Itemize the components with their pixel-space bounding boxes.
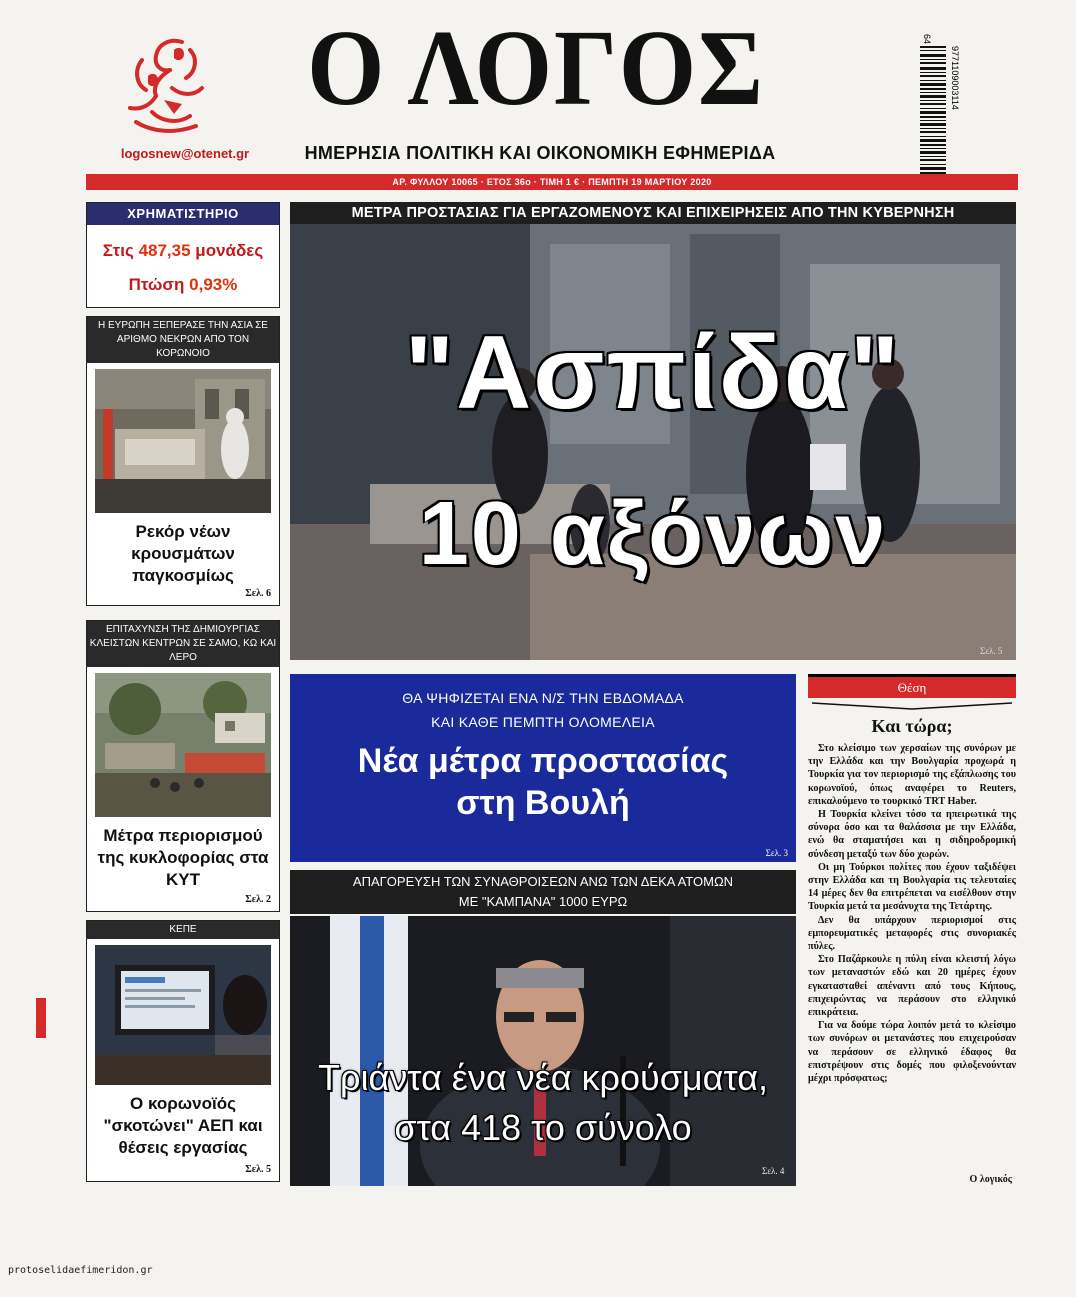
source-watermark: protoselidaefimeridon.gr xyxy=(8,1265,153,1276)
stock-header: ΧΡΗΜΑΤΙΣΤΗΡΙΟ xyxy=(87,203,279,225)
cases-banner-line1: ΑΠΑΓΟΡΕΥΣΗ ΤΩΝ ΣΥΝΑΘΡΟΙΣΕΩΝ ΑΝΩ ΤΩΝ ΔΕΚΑ ΑΤΟΜΩΝ xyxy=(352,874,734,889)
stock-drop-line xyxy=(87,275,279,295)
issue-info-bar: ΑΡ. ΦΥΛΛΟΥ 10065 · ΕΤΟΣ 36ο · ΤΙΜΗ 1 € · ΠΕΜΠΤΗ 19 ΜΑΡΤΙΟΥ 2020 xyxy=(86,174,1018,190)
stock-line1-suffix: μονάδες xyxy=(195,241,264,260)
camps-story-box[interactable] xyxy=(86,620,280,912)
newspaper-title: Ο ΛΟΓΟΣ xyxy=(307,9,765,128)
opinion-paragraph: Στο Παζάρκουλε η πύλη είναι κλειστή λόγω των μεταναστών εδώ και 20 ημέρες έχουν εγκατασταθεί απέναντι από τους Κήπους, επιχειρώντας να περάσουν στο ελληνικό επικράτεια. xyxy=(808,954,1016,1019)
office-worker-photo xyxy=(95,945,271,1085)
cases-headline-line1[interactable]: Τριάντα ένα νέα κρούσματα, xyxy=(317,1057,769,1098)
opinion-body xyxy=(808,742,1016,1085)
opinion-paragraph: Η Τουρκία κλείνει τόσο τα ηπειρωτικά της σύνορα όσο και τα θαλάσσια με την Ελλάδα, ενώ θα σταματήσει και η σιδηροδρομική σύνδεση μεταξύ των δύο χωρών. xyxy=(808,809,1016,860)
parliament-headline-line2[interactable]: στη Βουλή xyxy=(456,784,630,822)
opinion-paragraph: Οι μη Τούρκοι πολίτες που έχουν ταξιδέψει στην Ελλάδα και τη Βουλγαρία τις τελευταίες 14 μέρες δεν θα επιτρέπεται να εισέλθουν στην Τουρκία μετά τα μεσάνυχτα της Τετάρτης. xyxy=(808,861,1016,913)
barcode-number: 9771109003114 xyxy=(950,46,960,110)
main-story-banner: ΜΕΤΡΑ ΠΡΟΣΤΑΣΙΑΣ ΓΙΑ ΕΡΓΑΖΟΜΕΝΟΥΣ ΚΑΙ ΕΠΙΧΕΙΡΗΣΕΙΣ ΑΠΟ ΤΗΝ ΚΥΒΕΡΝΗΣΗ xyxy=(290,202,1016,224)
europe-story-header: Η ΕΥΡΩΠΗ ΞΕΠΕΡΑΣΕ ΤΗΝ ΑΣΙΑ ΣΕ ΑΡΙΘΜΟ ΝΕΚΡΩΝ ΑΠΟ ΤΟΝ ΚΟΡΩΝΟΙΟ xyxy=(87,317,279,363)
parliament-kicker-line1: ΘΑ ΨΗΦΙΖΕΤΑΙ ΕΝΑ Ν/Σ ΤΗΝ ΕΒΔΟΜΑΔΑ xyxy=(402,690,684,706)
cases-banner-line2: ΜΕ "ΚΑΜΠΑΝΑ" 1000 ΕΥΡΩ xyxy=(458,894,628,909)
stock-line2-prefix: Πτώση xyxy=(128,275,185,294)
europe-story-headline[interactable]: Ρεκόρ νέων κρουσμάτων παγκοσμίως xyxy=(131,522,235,585)
cases-headline-line2[interactable]: στα 418 το σύνολο xyxy=(394,1107,692,1148)
barcode-top-number: 64 xyxy=(922,34,932,45)
two-figures-logo-icon xyxy=(112,30,222,140)
street-photo xyxy=(290,224,1016,660)
opinion-paragraph: Για να δούμε τώρα λοιπόν μετά το κλείσιμο των συνόρων οι μετανάστες που επιχειρούσαν να περάσουν σε ελληνικό έδαφος θα επιστρέψουν στις δομές που φιλοξενούνταν μέχρι πρόσφατως; xyxy=(808,1020,1016,1085)
cases-story-page: Σελ. 4 xyxy=(762,1166,785,1176)
cases-story-banner xyxy=(290,870,796,914)
stock-drop-value: 0,93% xyxy=(189,275,238,294)
barcode xyxy=(920,28,962,176)
opinion-paragraph: Δεν θα υπάρχουν περιορισμοί στις εμπορευματικές μεταφορές στις συνοριακές πύλες. xyxy=(808,914,1016,953)
camp-photo xyxy=(95,673,271,817)
main-headline-line2[interactable]: 10 αξόνων xyxy=(418,484,888,584)
opinion-signature: Ο λογικός xyxy=(969,1174,1012,1185)
camps-story-header: ΕΠΙΤΑΧΥΝΣΗ ΤΗΣ ΔΗΜΙΟΥΡΓΙΑΣ ΚΛΕΙΣΤΩΝ ΚΕΝΤΡΩΝ ΣΕ ΣΑΜΟ, ΚΩ ΚΑΙ ΛΕΡΟ xyxy=(87,621,279,667)
kepe-story-box[interactable] xyxy=(86,920,280,1182)
kepe-story-headline[interactable]: Ο κορωνοϊός "σκοτώνει" ΑΕΠ και θέσεις εργασίας xyxy=(103,1094,263,1157)
stock-line1-prefix: Στις xyxy=(102,241,134,260)
contact-email[interactable]: logosnew@otenet.gr xyxy=(120,146,250,161)
europe-story-page: Σελ. 6 xyxy=(245,588,271,599)
stock-index-line xyxy=(87,241,279,261)
parliament-headline-line1[interactable]: Νέα μέτρα προστασίας xyxy=(357,742,729,780)
main-headline-line1[interactable]: "Ασπίδα" xyxy=(404,315,902,431)
kepe-story-page: Σελ. 5 xyxy=(245,1164,271,1175)
opinion-paragraph: Στο κλείσιμο των χερσαίων της συνόρων με την Ελλάδα και την Βουλγαρία προχωρά η Τουρκία για τον περιορισμό της εξάπλωσης του κορωνοϊού, όπως αναφέρει το Reuters, επικαλούμενο το τουρκικό TRT Haber. xyxy=(808,743,1016,807)
kepe-story-header: ΚΕΠΕ xyxy=(87,921,279,939)
camps-story-headline[interactable]: Μέτρα περιορισμού της κυκλοφορίας στα ΚΥΤ xyxy=(97,826,269,889)
camps-story-page: Σελ. 2 xyxy=(245,894,271,905)
parliament-story-page: Σελ. 3 xyxy=(765,848,788,858)
parliament-kicker-line2: ΚΑΙ ΚΑΘΕ ΠΕΜΠΤΗ ΟΛΟΜΕΛΕΙΑ xyxy=(431,714,655,730)
stock-index-value: 487,35 xyxy=(138,241,191,260)
hospital-photo xyxy=(95,369,271,513)
opinion-title[interactable]: Και τώρα; xyxy=(871,716,953,736)
newspaper-subtitle: ΗΜΕΡΗΣΙΑ ΠΟΛΙΤΙΚΗ ΚΑΙ ΟΙΚΟΝΟΜΙΚΗ ΕΦΗΜΕΡΙΔΑ xyxy=(304,143,776,163)
opinion-divider xyxy=(808,698,1016,708)
stock-market-box[interactable] xyxy=(86,202,280,308)
parliament-story-box[interactable] xyxy=(290,674,796,862)
edge-mark xyxy=(36,998,46,1038)
main-story-page: Σελ. 5 xyxy=(980,646,1003,656)
europe-story-box[interactable] xyxy=(86,316,280,606)
opinion-label: Θέση xyxy=(808,674,1016,698)
